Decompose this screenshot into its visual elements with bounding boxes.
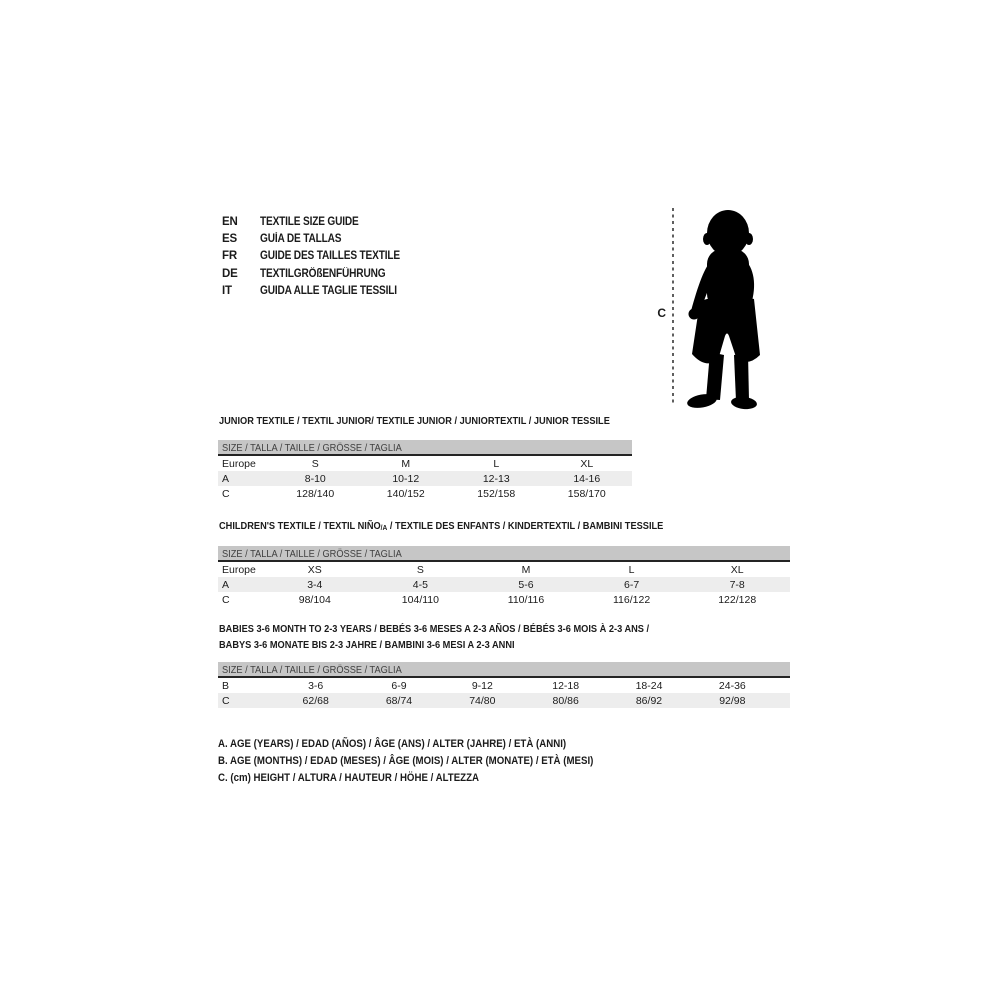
- legend-text: C. (cm) HEIGHT / ALTURA / HAUTEUR / HÖHE / ALTEZZA: [218, 772, 480, 785]
- height-marker-label: C: [657, 306, 666, 320]
- size-header-bar: [218, 662, 790, 678]
- size-cell: L: [493, 457, 500, 470]
- legend-text: B. AGE (MONTHS) / EDAD (MESES) / ÂGE (MOIS) / ALTER (MONATE) / ETÀ (MESI): [218, 755, 594, 768]
- table-title: [219, 520, 790, 534]
- size-header-text: SIZE / TALLA / TAILLE / GRÖSSE / TAGLIA: [222, 664, 402, 676]
- language-code: ES: [222, 232, 237, 245]
- age-cell: 9-12: [471, 679, 493, 692]
- age-cell: 24-36: [718, 679, 746, 692]
- age-cell: 12-13: [482, 472, 510, 485]
- legend-text: A. AGE (YEARS) / EDAD (AÑOS) / ÂGE (ANS) / ALTER (JAHRE) / ETÀ (ANNI): [218, 738, 567, 750]
- height-cell: 122/128: [718, 593, 757, 606]
- size-cell: S: [311, 457, 319, 470]
- table-title-text: [219, 520, 663, 534]
- language-label: GUIDE DES TAILLES TEXTILE: [260, 250, 400, 263]
- table-title-line1: BABIES 3-6 MONTH TO 2-3 YEARS / BEBÉS 3-6 MESES A 2-3 AÑOS / BÉBÉS 3-6 MOIS À 2-3 ANS /: [219, 623, 650, 635]
- toddler-silhouette-icon: [683, 208, 767, 411]
- legend-line-a: [218, 736, 645, 753]
- language-code: EN: [222, 215, 238, 228]
- title-post: / TEXTILE DES ENFANTS / KINDERTEXTIL / BAMBINI TESSILE: [387, 520, 664, 532]
- height-cell: 152/158: [477, 487, 516, 500]
- height-cell: 140/152: [386, 487, 425, 500]
- language-code: IT: [222, 284, 232, 297]
- title-subscript: /A: [380, 523, 388, 532]
- size-cell: XL: [580, 457, 594, 470]
- height-cell: 158/170: [567, 487, 606, 500]
- age-cell: 6-9: [391, 679, 407, 692]
- language-list: [222, 213, 419, 299]
- height-cell: 92/98: [719, 694, 746, 707]
- table-row-europe: [218, 562, 790, 577]
- row-label: C: [222, 487, 230, 500]
- row-label: C: [222, 694, 230, 707]
- table-title: [219, 415, 632, 428]
- size-cell: S: [416, 563, 424, 576]
- height-cell: 86/92: [635, 694, 663, 707]
- language-label: GUIDA ALLE TAGLIE TESSILI: [260, 284, 397, 297]
- height-cell: 98/104: [298, 593, 331, 606]
- row-label: Europe: [222, 563, 256, 576]
- table-row-height: [218, 486, 632, 501]
- height-cell: 116/122: [613, 593, 651, 606]
- age-cell: 10-12: [392, 472, 420, 485]
- row-label: A: [222, 472, 230, 485]
- table-title-text: JUNIOR TEXTILE / TEXTIL JUNIOR/ TEXTILE JUNIOR / JUNIORTEXTIL / JUNIOR TESSILE: [219, 415, 610, 427]
- legend: [218, 736, 645, 788]
- language-row-it: [222, 282, 419, 299]
- table-title: [219, 621, 790, 653]
- language-row-fr: [222, 248, 419, 265]
- size-cell: XL: [730, 563, 744, 576]
- table-row-age: [218, 471, 632, 486]
- legend-line-b: [218, 753, 645, 770]
- legend-line-c: [218, 770, 645, 787]
- age-cell: 3-6: [308, 679, 324, 692]
- language-code: FR: [222, 250, 237, 263]
- size-cell: L: [628, 563, 635, 576]
- row-label: A: [222, 578, 230, 591]
- row-label: B: [222, 679, 230, 692]
- age-cell: 8-10: [304, 472, 326, 485]
- size-header-bar: [218, 440, 632, 456]
- language-label: TEXTILE SIZE GUIDE: [260, 215, 359, 228]
- height-cell: 68/74: [385, 694, 413, 707]
- height-cell: 110/116: [507, 593, 545, 606]
- childrens-textile-table: [218, 520, 790, 607]
- table-row-age: [218, 577, 790, 592]
- language-row-es: [222, 230, 419, 247]
- age-cell: 18-24: [635, 679, 663, 692]
- age-cell: 12-18: [552, 679, 580, 692]
- table-row-height: [218, 592, 790, 607]
- height-cell: 80/86: [552, 694, 579, 707]
- row-label: C: [222, 593, 230, 606]
- size-header-text: SIZE / TALLA / TAILLE / GRÖSSE / TAGLIA: [222, 548, 402, 560]
- language-label: GUÍA DE TALLAS: [260, 232, 342, 245]
- age-cell: 4-5: [412, 578, 428, 591]
- height-cell: 128/140: [296, 487, 335, 500]
- size-cell: M: [521, 563, 531, 576]
- row-label: Europe: [222, 457, 256, 470]
- language-row-en: [222, 213, 419, 230]
- age-cell: 6-7: [624, 578, 640, 591]
- size-cell: M: [401, 457, 411, 470]
- language-row-de: [222, 265, 419, 282]
- junior-textile-table: [218, 415, 632, 501]
- height-cell: 62/68: [302, 694, 329, 707]
- age-cell: 7-8: [729, 578, 745, 591]
- table-row-europe: [218, 456, 632, 471]
- table-row-height: [218, 693, 790, 708]
- height-dashed-line: [672, 208, 674, 406]
- size-header-text: SIZE / TALLA / TAILLE / GRÖSSE / TAGLIA: [222, 442, 402, 454]
- age-cell: 5-6: [518, 578, 534, 591]
- table-title-line2: BABYS 3-6 MONATE BIS 2-3 JAHRE / BAMBINI 3-6 MESI A 2-3 ANNI: [219, 639, 515, 651]
- language-label: TEXTILGRÖßENFÜHRUNG: [260, 267, 386, 280]
- size-cell: XS: [307, 563, 322, 576]
- babies-textile-table: [218, 621, 790, 708]
- height-cell: 104/110: [401, 593, 439, 606]
- age-cell: 14-16: [573, 472, 601, 485]
- table-row-months: [218, 678, 790, 693]
- age-cell: 3-4: [307, 578, 323, 591]
- height-cell: 74/80: [469, 694, 496, 707]
- size-header-bar: [218, 546, 790, 562]
- title-pre: CHILDREN'S TEXTILE / TEXTIL NIÑO: [219, 520, 381, 532]
- language-code: DE: [222, 267, 238, 280]
